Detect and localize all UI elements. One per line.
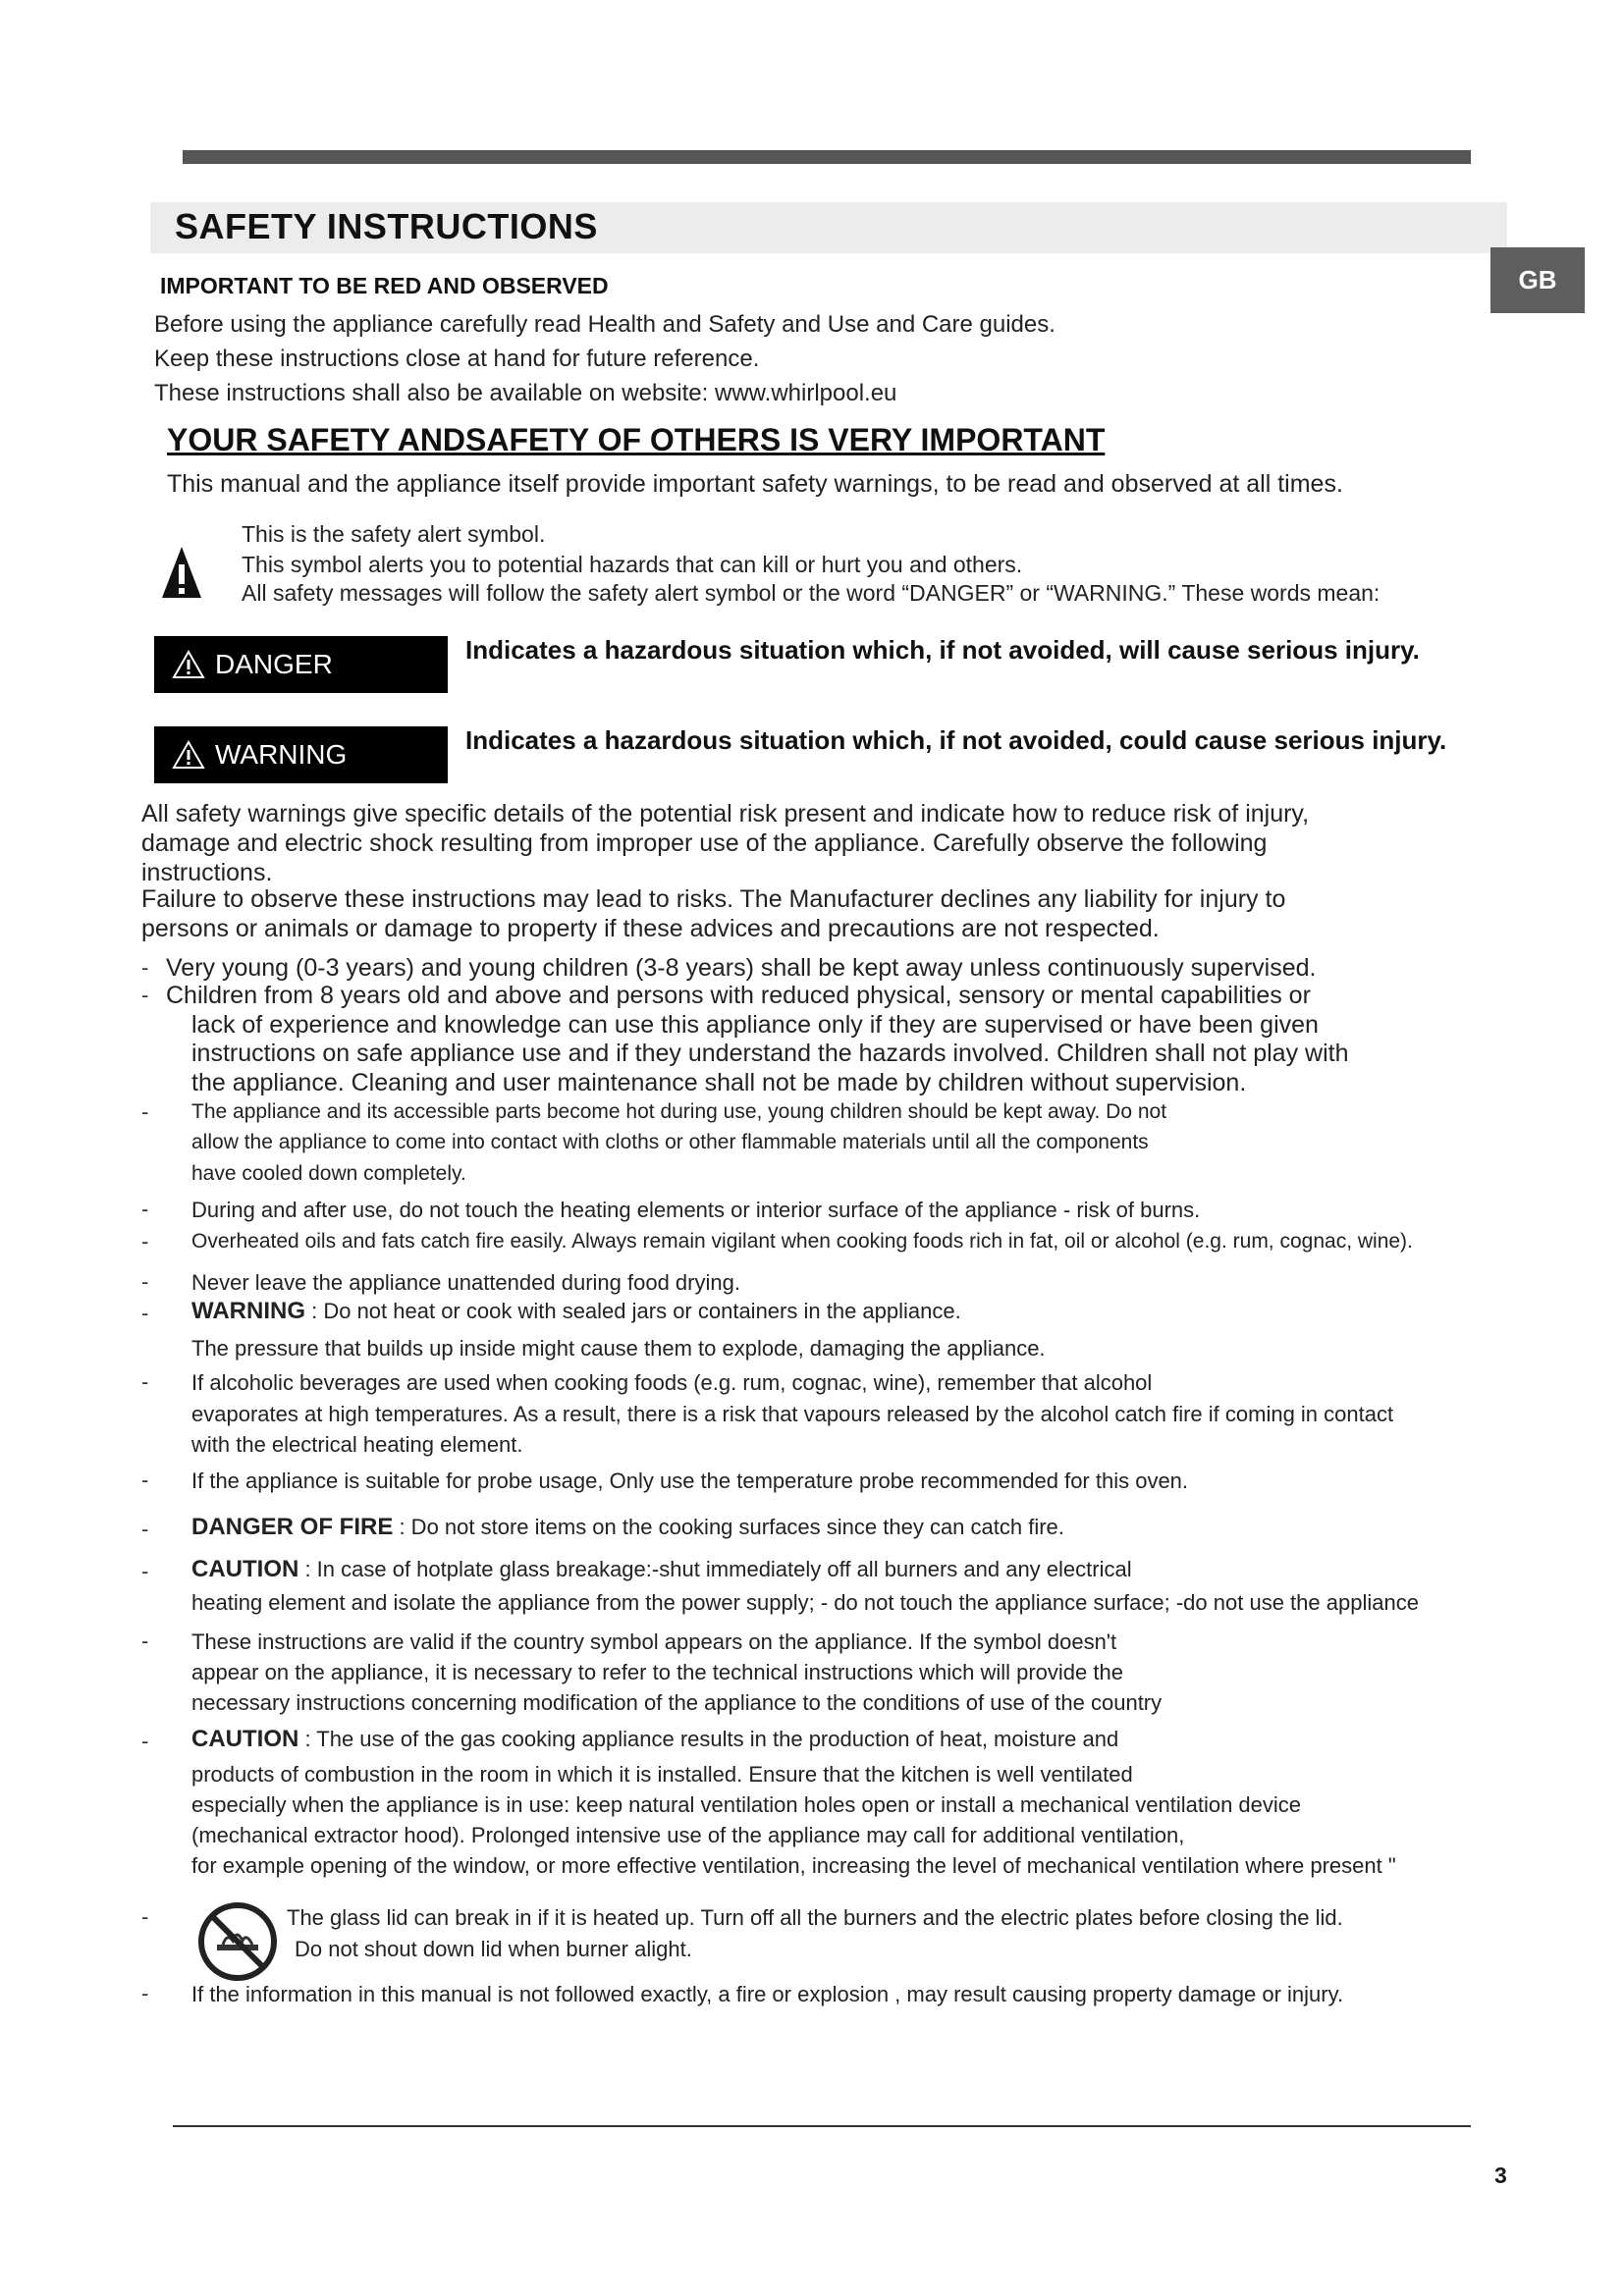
bullet-line: The glass lid can break in if it is heated up. Turn off all the burners and the electric plates before closing the lid. (287, 1905, 1343, 1930)
alert-line: This symbol alerts you to potential hazards that can kill or hurt you and others. (242, 552, 1023, 577)
bullet-line: heating element and isolate the appliance from the power supply; - do not touch the appliance surface; -do not use the appliance (191, 1590, 1419, 1615)
bullet-line: CAUTION : The use of the gas cooking appliance results in the production of heat, moisture and (191, 1726, 1119, 1752)
bullet-line: The pressure that builds up inside might cause them to explode, damaging the appliance. (191, 1336, 1046, 1361)
bullet-line: During and after use, do not touch the heating elements or interior surface of the appliance - risk of burns. (191, 1198, 1201, 1222)
alert-line: This is the safety alert symbol. (242, 521, 546, 547)
bullet-line: allow the appliance to come into contact with cloths or other flammable materials until all the components (191, 1131, 1149, 1153)
caution-keyword: CAUTION (191, 1726, 299, 1752)
subheading: IMPORTANT TO BE RED AND OBSERVED (160, 273, 609, 298)
page-number: 3 (1494, 2163, 1507, 2188)
bullet-line: for example opening of the window, or more effective ventilation, increasing the level of mechanical ventilation where present " (191, 1853, 1396, 1878)
safety-alert-icon (160, 545, 203, 600)
language-badge: GB (1490, 247, 1585, 313)
caution-keyword: CAUTION (191, 1556, 299, 1582)
general-line: instructions. (141, 859, 273, 886)
alert-line: All safety messages will follow the safety alert symbol or the word “DANGER” or “WARNING.” These words mean: (242, 580, 1380, 606)
bottom-divider (173, 2125, 1471, 2127)
danger-description: Indicates a hazardous situation which, if not avoided, will cause serious injury. (465, 635, 1420, 665)
bullet-line: evaporates at high temperatures. As a result, there is a risk that vapours released by the alcohol catch fire if coming in contact (191, 1402, 1394, 1426)
bullet-line: instructions on safe appliance use and if they understand the hazards involved. Children shall not play with (191, 1040, 1349, 1067)
intro-line: These instructions shall also be available on website: www.whirlpool.eu (154, 380, 897, 406)
bullet-line: If alcoholic beverages are used when cooking foods (e.g. rum, cognac, wine), remember that alcohol (191, 1370, 1153, 1395)
bullet-line: Very young (0-3 years) and young children (3-8 years) shall be kept away unless continuously supervised. (166, 954, 1317, 982)
bullet-line: lack of experience and knowledge can use this appliance only if they are supervised or have been given (191, 1011, 1319, 1039)
warning-keyword: WARNING (191, 1298, 305, 1324)
bullet-line: These instructions are valid if the country symbol appears on the appliance. If the symbol doesn't (191, 1629, 1117, 1654)
bullet-line: WARNING : Do not heat or cook with sealed jars or containers in the appliance. (191, 1298, 961, 1324)
general-line: All safety warnings give specific details of the potential risk present and indicate how to reduce risk of injury, (141, 800, 1310, 828)
bullet-line: Overheated oils and fats catch fire easily. Always remain vigilant when cooking foods rich in fat, oil or alcohol (e.g. rum, cognac, wine). (191, 1230, 1413, 1253)
bullet-line: DANGER OF FIRE : Do not store items on the cooking surfaces since they can catch fire. (191, 1514, 1064, 1540)
bullet-line: If the information in this manual is not followed exactly, a fire or explosion , may result causing property damage or injury. (191, 1982, 1344, 2006)
general-line: Failure to observe these instructions may lead to risks. The Manufacturer declines any liability for injury to (141, 885, 1286, 913)
bullet-line: the appliance. Cleaning and user maintenance shall not be made by children without supervision. (191, 1069, 1247, 1096)
manual-statement: This manual and the appliance itself provide important safety warnings, to be read and observed at all times. (167, 470, 1343, 498)
bullet-line: The appliance and its accessible parts become hot during use, young children should be kept away. Do not (191, 1100, 1167, 1123)
no-lid-closing-icon (197, 1901, 278, 1982)
intro-line: Before using the appliance carefully read Health and Safety and Use and Care guides. (154, 311, 1056, 338)
bullet-line: necessary instructions concerning modification of the appliance to the conditions of use of the country (191, 1690, 1163, 1715)
page-title: SAFETY INSTRUCTIONS (175, 206, 598, 246)
bullet-line: CAUTION : In case of hotplate glass breakage:-shut immediately off all burners and any electrical (191, 1556, 1132, 1582)
bullet-line: products of combustion in the room in which it is installed. Ensure that the kitchen is well ventilated (191, 1762, 1133, 1787)
warning-description: Indicates a hazardous situation which, if not avoided, could cause serious injury. (465, 725, 1447, 755)
bullet-line: with the electrical heating element. (191, 1432, 523, 1457)
danger-label-box (154, 636, 448, 693)
bullet-line: appear on the appliance, it is necessary to refer to the technical instructions which will provide the (191, 1660, 1123, 1684)
safety-heading: YOUR SAFETY ANDSAFETY OF OTHERS IS VERY IMPORTANT (167, 422, 1106, 457)
danger-of-fire-keyword: DANGER OF FIRE (191, 1514, 394, 1540)
warning-label: WARNING (215, 739, 348, 770)
top-divider (183, 150, 1471, 164)
bullet-line: Children from 8 years old and above and persons with reduced physical, sensory or mental capabilities or (166, 982, 1311, 1009)
danger-label: DANGER (215, 649, 333, 679)
general-line: persons or animals or damage to property if these advices and precautions are not respected. (141, 915, 1160, 942)
warning-triangle-icon (172, 650, 205, 679)
bullet-line: Never leave the appliance unattended during food drying. (191, 1270, 740, 1295)
warning-label-box (154, 726, 448, 783)
intro-line: Keep these instructions close at hand for future reference. (154, 346, 760, 372)
bullet-line: If the appliance is suitable for probe usage, Only use the temperature probe recommended for this oven. (191, 1468, 1189, 1493)
warning-triangle-icon (172, 740, 205, 770)
bullet-line: (mechanical extractor hood). Prolonged intensive use of the appliance may call for additional ventilation, (191, 1823, 1185, 1847)
bullet-line: have cooled down completely. (191, 1162, 466, 1185)
bullet-line: especially when the appliance is in use: keep natural ventilation holes open or install a mechanical ventilation device (191, 1792, 1302, 1817)
bullet-line: Do not shout down lid when burner alight. (295, 1937, 692, 1961)
general-line: damage and electric shock resulting from improper use of the appliance. Carefully observe the following (141, 829, 1268, 857)
